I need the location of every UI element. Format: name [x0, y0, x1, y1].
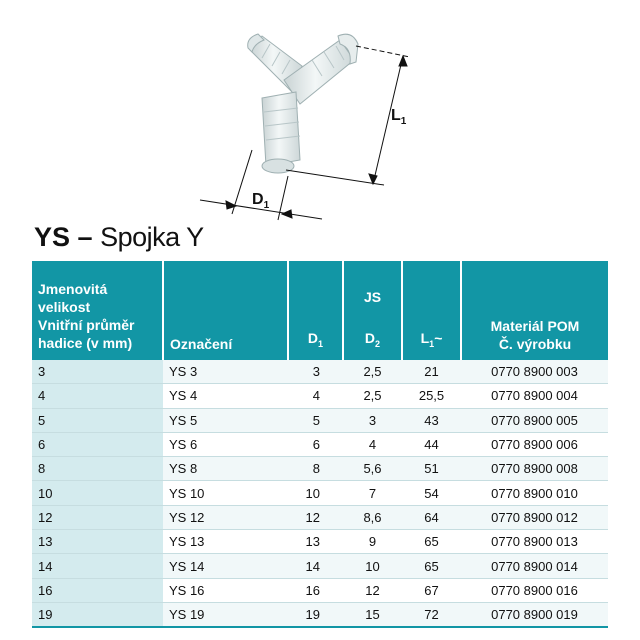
cell-nominal-size: 5 [32, 408, 163, 432]
cell-nominal-size: 19 [32, 602, 163, 627]
table-row [32, 578, 608, 602]
cell-d1: 19 [288, 602, 343, 627]
product-code: YS [34, 222, 71, 252]
cell-designation: YS 4 [163, 384, 288, 408]
cell-d1: 8 [288, 457, 343, 481]
cell-nominal-size: 3 [32, 360, 163, 384]
spec-table-header [32, 261, 608, 360]
d1-dimension [200, 150, 322, 220]
cell-designation: YS 10 [163, 481, 288, 505]
cell-nominal-size: 14 [32, 554, 163, 578]
cell-designation: YS 3 [163, 360, 288, 384]
table-row [32, 432, 608, 456]
cell-designation: YS 14 [163, 554, 288, 578]
table-row [32, 530, 608, 554]
cell-l1: 67 [402, 578, 461, 602]
cell-l1: 64 [402, 505, 461, 529]
cell-l1: 65 [402, 554, 461, 578]
cell-d1: 6 [288, 432, 343, 456]
cell-d2: 8,6 [343, 505, 402, 529]
cell-l1: 72 [402, 602, 461, 627]
cell-d1: 13 [288, 530, 343, 554]
header-nominal-size [32, 261, 163, 360]
l1-label: $L_1$ [391, 107, 407, 127]
cell-d2: 3 [343, 408, 402, 432]
spec-table-body [32, 360, 608, 627]
cell-d2: 7 [343, 481, 402, 505]
cell-part-number: 0770 8900 004 [461, 384, 608, 408]
cell-l1: 21 [402, 360, 461, 384]
header-material [461, 261, 608, 360]
cell-d2: 2,5 [343, 360, 402, 384]
cell-d2: 4 [343, 432, 402, 456]
cell-designation: YS 12 [163, 505, 288, 529]
cell-d1: 16 [288, 578, 343, 602]
cell-l1: 51 [402, 457, 461, 481]
cell-part-number: 0770 8900 005 [461, 408, 608, 432]
cell-l1: 25,5 [402, 384, 461, 408]
cell-designation: YS 13 [163, 530, 288, 554]
cell-d2: 2,5 [343, 384, 402, 408]
cell-designation: YS 8 [163, 457, 288, 481]
cell-d2: 5,6 [343, 457, 402, 481]
spec-table [32, 261, 608, 628]
product-name: Spojka Y [100, 222, 204, 252]
cell-d1: 14 [288, 554, 343, 578]
title-dash: – [77, 222, 93, 252]
header-d2: JS $D_2$ [343, 261, 402, 360]
cell-l1: 65 [402, 530, 461, 554]
cell-part-number: 0770 8900 010 [461, 481, 608, 505]
table-row [32, 481, 608, 505]
header-size-line3: Vnitřní průměr [38, 317, 135, 333]
y-connector-icon [248, 34, 358, 173]
header-d1: $D_1$ [288, 261, 343, 360]
cell-designation: YS 5 [163, 408, 288, 432]
cell-part-number: 0770 8900 016 [461, 578, 608, 602]
y-connector-drawing [0, 0, 640, 222]
product-title [34, 222, 204, 258]
cell-part-number: 0770 8900 006 [461, 432, 608, 456]
cell-d2: 10 [343, 554, 402, 578]
header-js-group: JS [363, 289, 382, 305]
header-material-line1: Materiál POM [490, 318, 580, 334]
cell-d1: 3 [288, 360, 343, 384]
cell-d1: 12 [288, 505, 343, 529]
cell-l1: 43 [402, 408, 461, 432]
cell-d2: 9 [343, 530, 402, 554]
table-row [32, 360, 608, 384]
product-figure [0, 0, 640, 222]
table-row [32, 408, 608, 432]
header-l1: $L_1\sim$ [402, 261, 461, 360]
cell-d1: 10 [288, 481, 343, 505]
cell-nominal-size: 16 [32, 578, 163, 602]
cell-l1: 44 [402, 432, 461, 456]
cell-nominal-size: 10 [32, 481, 163, 505]
table-row [32, 457, 608, 481]
header-size-line2: velikost [38, 299, 91, 315]
table-row [32, 384, 608, 408]
cell-nominal-size: 4 [32, 384, 163, 408]
cell-designation: YS 19 [163, 602, 288, 627]
header-size-line1: Jmenovitá [38, 281, 108, 297]
cell-part-number: 0770 8900 003 [461, 360, 608, 384]
cell-nominal-size: 13 [32, 530, 163, 554]
table-row [32, 554, 608, 578]
header-material-line2: Č. výrobku [498, 336, 572, 352]
cell-d1: 4 [288, 384, 343, 408]
cell-l1: 54 [402, 481, 461, 505]
cell-part-number: 0770 8900 019 [461, 602, 608, 627]
cell-designation: YS 6 [163, 432, 288, 456]
cell-part-number: 0770 8900 008 [461, 457, 608, 481]
cell-part-number: 0770 8900 012 [461, 505, 608, 529]
d1-label: $D_1$ [252, 191, 270, 211]
cell-d2: 12 [343, 578, 402, 602]
cell-d2: 15 [343, 602, 402, 627]
cell-part-number: 0770 8900 014 [461, 554, 608, 578]
cell-d1: 5 [288, 408, 343, 432]
table-row [32, 602, 608, 627]
header-designation: Označení [163, 261, 288, 360]
cell-part-number: 0770 8900 013 [461, 530, 608, 554]
cell-designation: YS 16 [163, 578, 288, 602]
cell-nominal-size: 8 [32, 457, 163, 481]
table-row [32, 505, 608, 529]
cell-nominal-size: 6 [32, 432, 163, 456]
cell-nominal-size: 12 [32, 505, 163, 529]
header-size-line4: hadice (v mm) [38, 335, 133, 351]
